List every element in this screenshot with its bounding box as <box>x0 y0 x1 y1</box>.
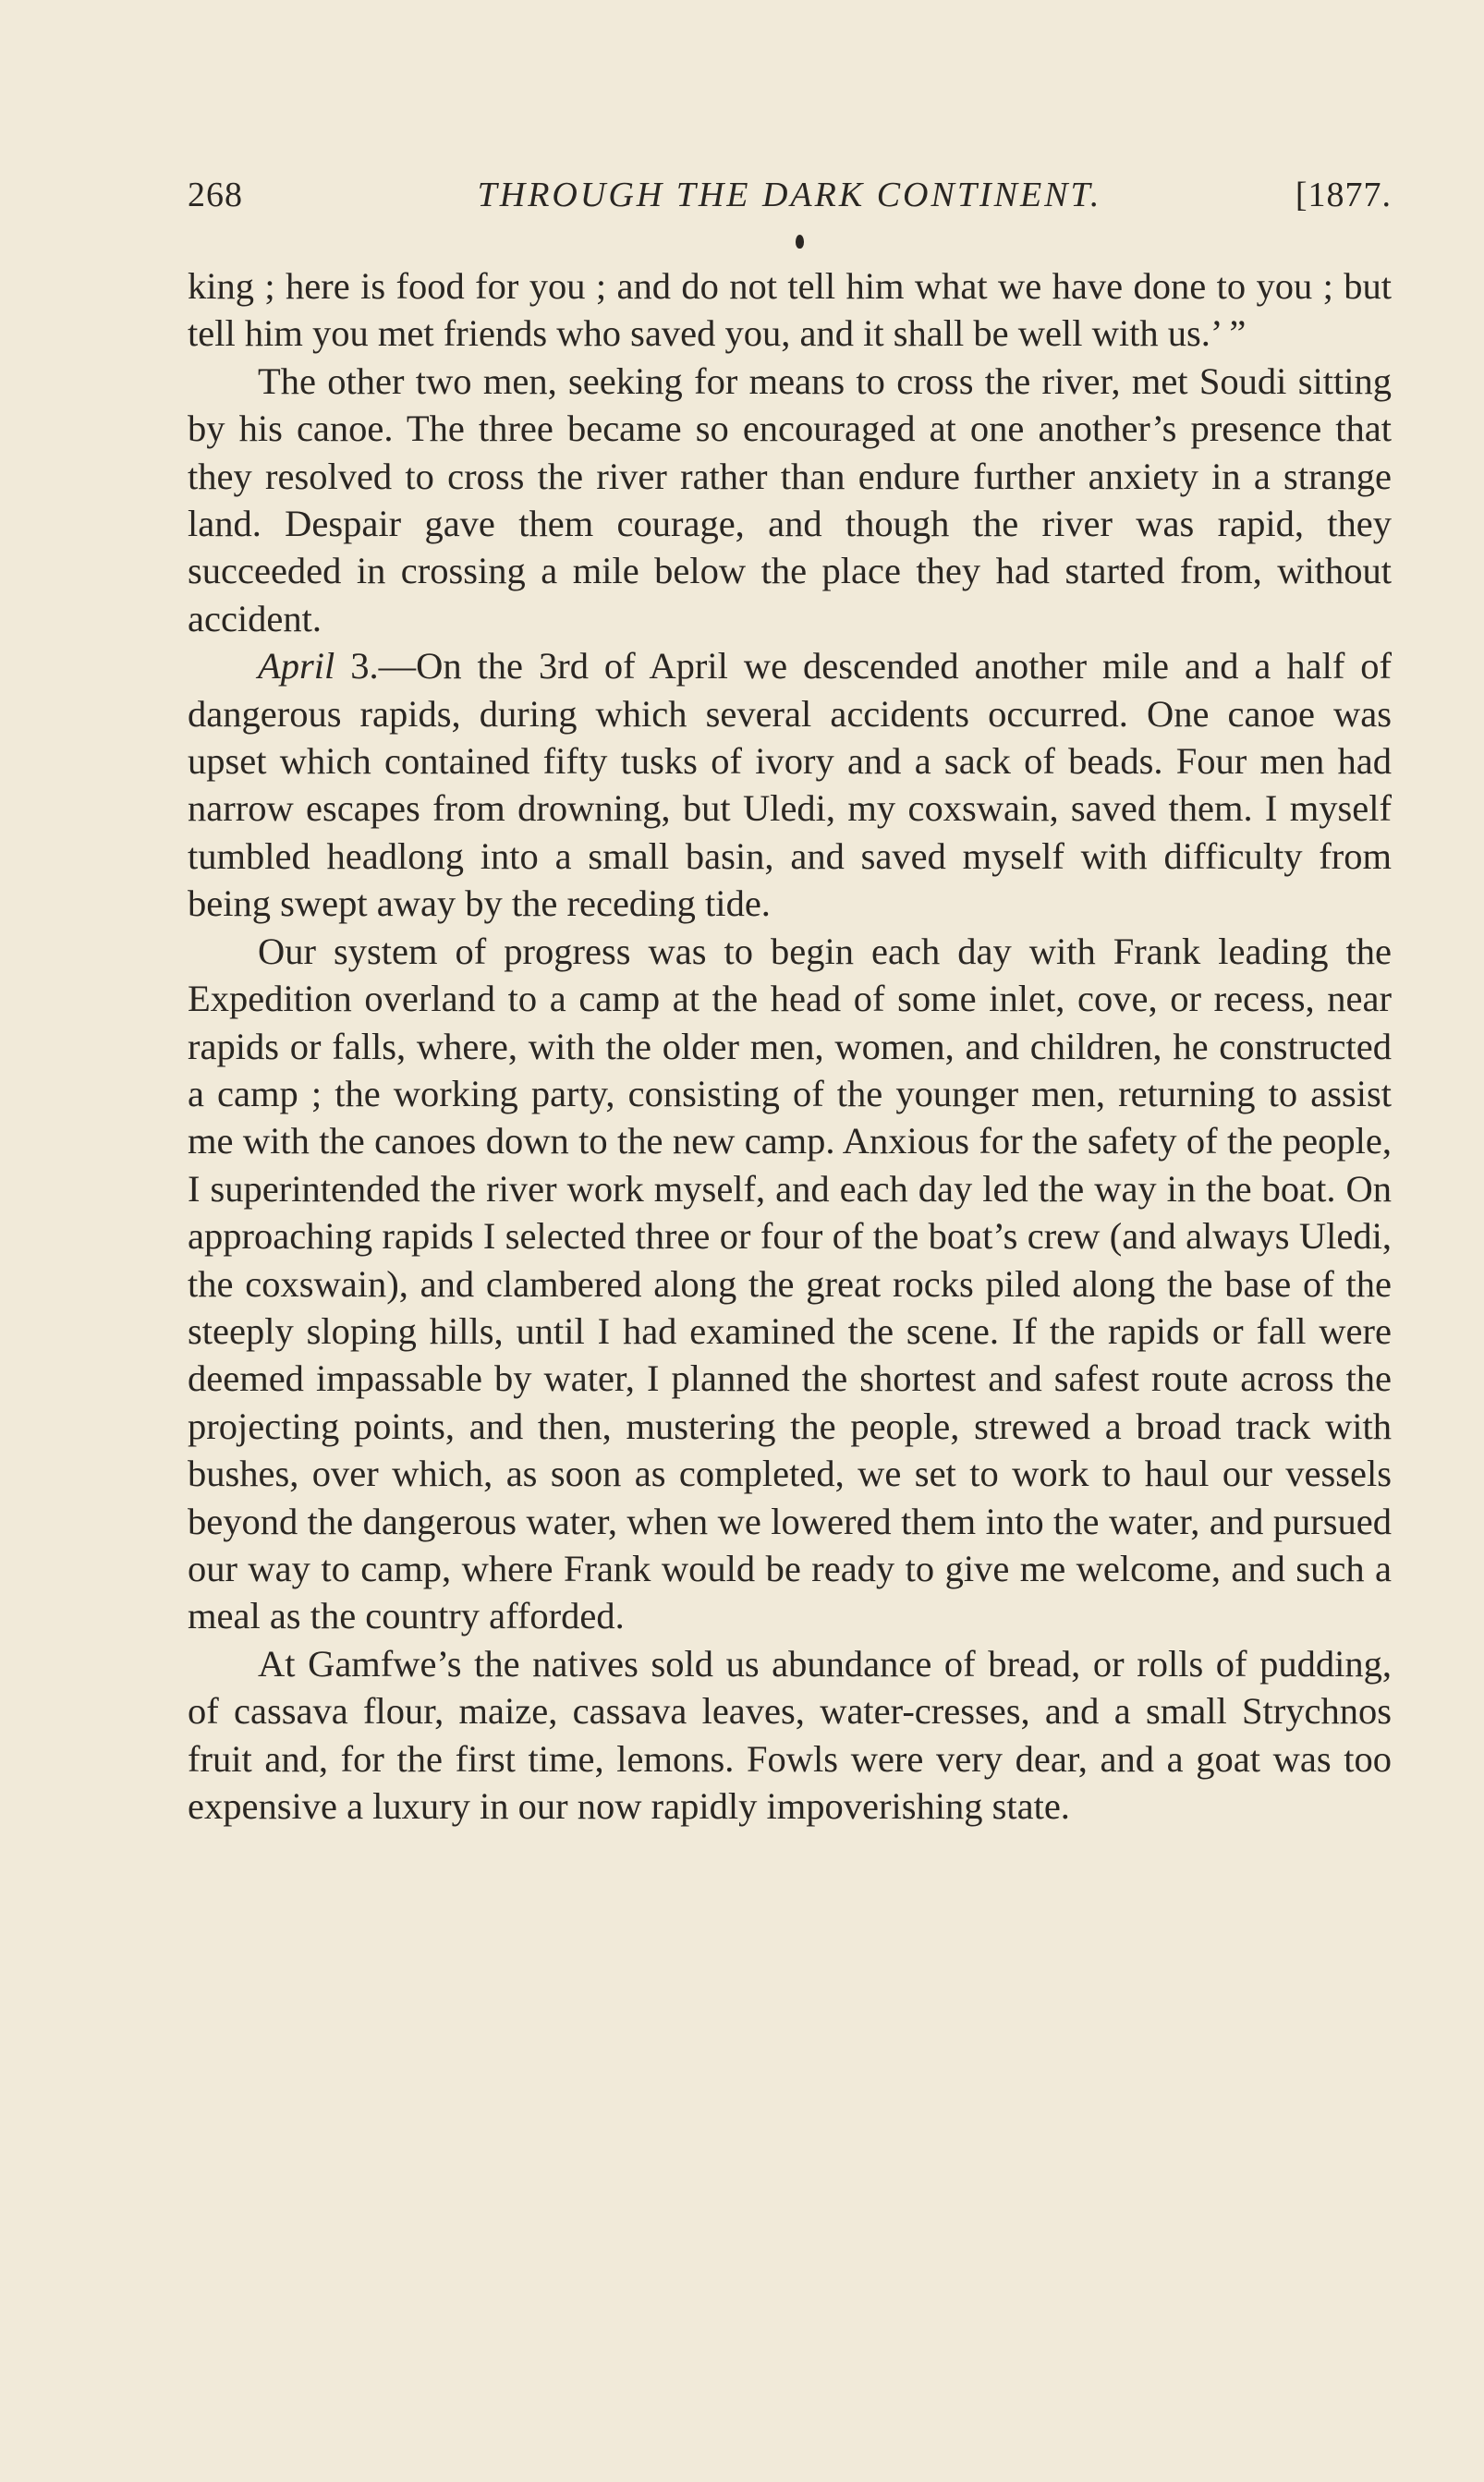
running-head <box>188 172 1392 218</box>
ink-mark-ornament <box>796 235 804 249</box>
paragraph-april-3 <box>188 642 1392 927</box>
paragraph-continued: king ; here is food for you ; and do not tell him what we have done to you ; but tell him you met friends who saved you, and it shall be well with us.’ ” <box>188 265 1392 355</box>
running-title: THROUGH THE DARK CONTINENT. <box>477 176 1102 214</box>
paragraph-gamfwe: At Gamfwe’s the natives sold us abundance of bread, or rolls of pudding, of cassava flour, maize, cassava leaves, water-cresses, and a small Strychnos fruit and, for the first time, lemons. Fowls were very dear, and a goat was too expensive a luxury in our now rapidly impoverishing state. <box>188 1642 1392 1827</box>
body-text <box>188 262 1392 1830</box>
date-lead: April <box>258 645 335 687</box>
paragraph-april-3-text: 3.—On the 3rd of April we descended another mile and a half of dangerous rapids, during which several accidents occurred. One canoe was upset which contained fifty tusks of ivory and a sack of beads. Four men had narrow escapes from drowning, but Uledi, my coxswain, saved them. I myself tumbled headlong into a small basin, and saved myself with difficulty from being swept away by the receding tide. <box>188 645 1392 925</box>
running-year: [1877. <box>1295 176 1392 214</box>
paragraph-system-of-progress: Our system of progress was to begin each day with Frank leading the Expedition overland to a camp at the head of some inlet, cove, or recess, near rapids or falls, where, with the older men, women, and children, he constructed a camp ; the working party, consisting of the younger men, returning to assist me with the canoes down to the new camp. Anxious for the safety of the people, I superintended the river work myself, and each day led the way in the boat. On approaching rapids I selected three or four of the boat’s crew (and always Uledi, the coxswain), and clambered along the great rocks piled along the base of the steeply sloping hills, until I had examined the scene. If the rapids or fall were deemed impassable by water, I planned the shortest and safest route across the projecting points, and then, mustering the people, strewed a broad track with bushes, over which, as soon as completed, we set to work to haul our vessels beyond the dangerous water, when we lowered them into the water, and pursued our way to camp, where Frank would be ready to give me welcome, and such a meal as the country afforded. <box>188 930 1392 1637</box>
page-number: 268 <box>188 176 243 214</box>
paragraph-soudi: The other two men, seeking for means to cross the river, met Soudi sitting by his canoe. The three became so encouraged at one another’s presence that they resolved to cross the river rather than endure further anxiety in a strange land. Despair gave them courage, and though the river was rapid, they succeeded in crossing a mile below the place they had started from, without accident. <box>188 359 1392 639</box>
